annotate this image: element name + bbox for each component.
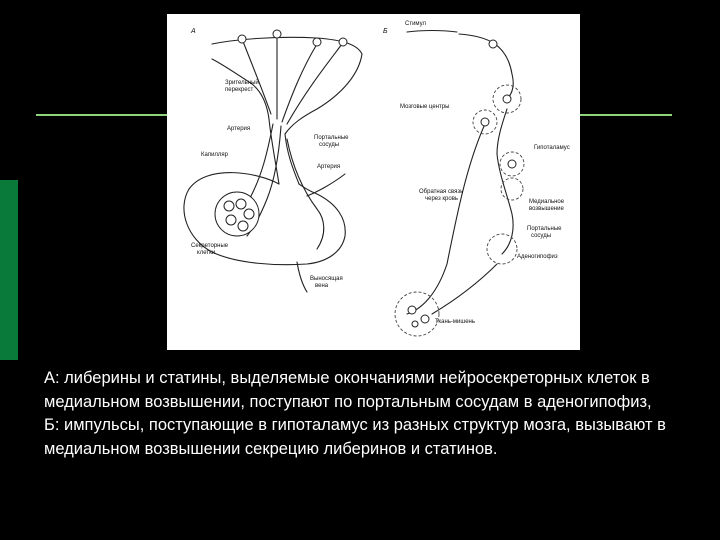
label-stimulus: Стимул [405,21,426,27]
label-outflow-vein-1: Выносящая [310,276,343,282]
label-optic-chiasm-1: Зрительный [225,80,259,86]
panel-a-neuron-body-2 [273,30,281,38]
title-rule-right [580,114,672,116]
panel-a-neuron-axon-1 [242,39,271,114]
panel-b-target-path [432,264,497,314]
panel-a-neuron-body-4 [339,38,347,46]
label-secretory-cells-1: Секреторные [191,243,229,249]
label-brain-centers: Мозговые центры [400,104,450,110]
panel-b-stimulus-arrow [407,31,457,33]
panel-b-neuron-top [489,40,497,48]
panel-b-descending-path [497,109,513,254]
label-adenohypophysis: Аденогипофиз [517,254,558,260]
label-feedback-1: Обратная связь [419,189,464,195]
figure-drawing [167,14,580,350]
label-hypothalamus: Гипоталамус [534,145,570,151]
panel-a-neuron-body-3 [313,38,321,46]
label-capillary: Капилляр [201,152,229,158]
label-medial-eminence-2: возвышение [529,206,564,212]
label-artery-top: Артерия [227,126,251,132]
panel-a-outflow-vein [297,262,307,292]
title-rule-left [36,114,168,116]
panel-b-input-path [459,34,513,99]
slide-caption [44,367,709,461]
panel-a-neuron-axon-4 [287,44,342,124]
label-portal-vessels-b-2: сосуды [531,233,552,239]
caption-panel-b: Б: импульсы, поступающие в гипоталамус из разных структур мозга, вызывают в медиальном возвышении секрецию либеринов и статинов. [44,416,666,458]
label-optic-chiasm-2: перекрест [225,87,254,93]
panel-a-letter: А [191,28,196,35]
label-outflow-vein-2: вена [315,283,329,289]
label-secretory-cells-2: клетки [197,250,216,256]
label-portal-vessels-a-2: сосуды [319,142,340,148]
label-feedback-2: через кровь [425,196,459,202]
panel-b-letter: Б [383,28,388,35]
figure-hypothalamus-pituitary [167,14,580,350]
panel-a-portal-vessel-3 [287,139,324,249]
label-artery-right: Артерия [317,164,341,170]
panel-b-adenohypophysis-ring [487,234,517,264]
panel-a-neuron-body-1 [238,35,246,43]
caption-panel-a: А: либерины и статины, выделяемые окончаниями нейросекреторных клеток в медиальном возвышении, поступают по портальным сосудам в аденогипофиз, [44,369,652,411]
label-portal-vessels-a-1: Портальные [314,135,349,141]
label-target-tissue: Ткань-мишень [435,319,475,325]
panel-a-neuron-axon-3 [282,44,317,122]
label-medial-eminence-1: Медиальное [529,199,565,205]
accent-side-bar [0,180,18,360]
label-portal-vessels-b-1: Портальные [527,226,562,232]
